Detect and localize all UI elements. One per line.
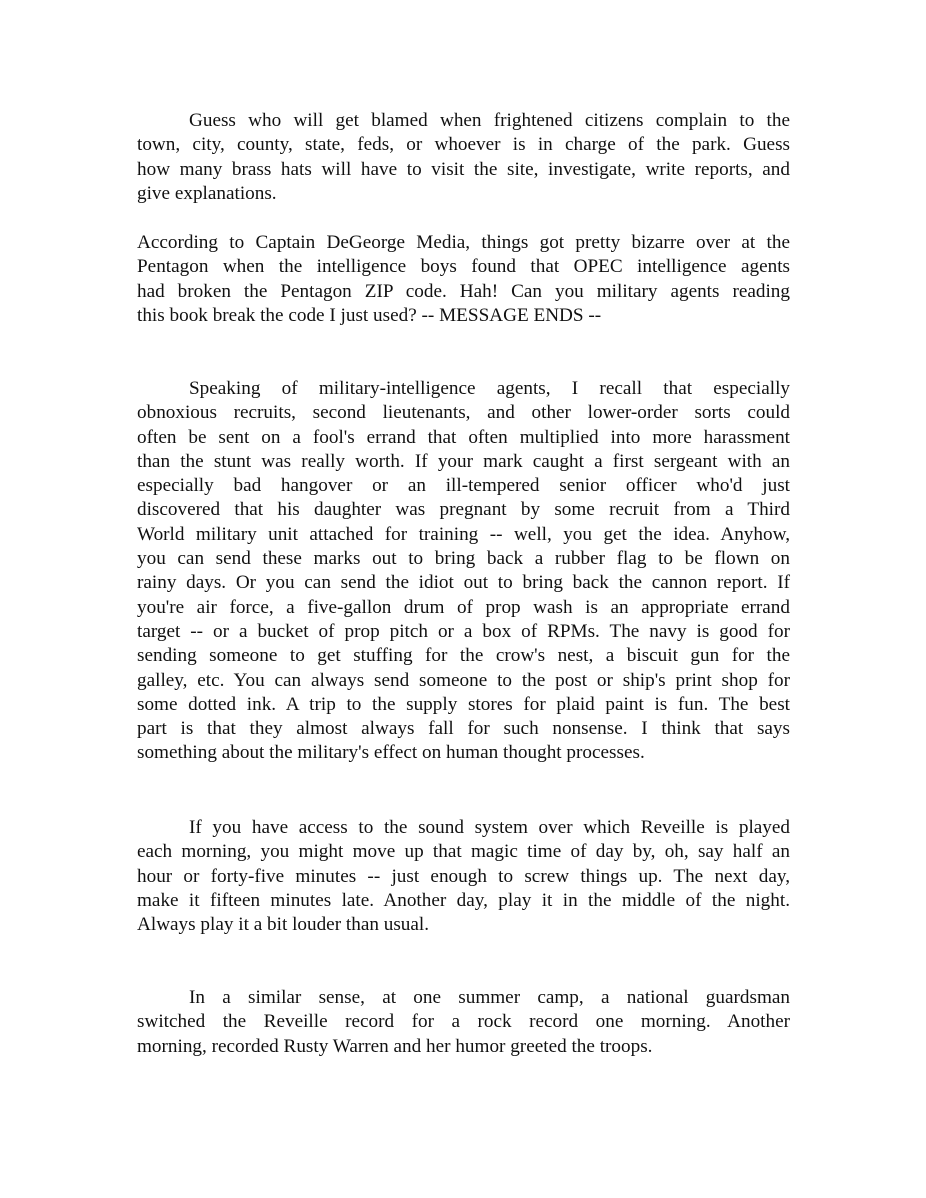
text-line: World military unit attached for training -- well, you get the idea. Anyhow, (137, 523, 790, 545)
text-line: If you have access to the sound system over which Reveille is played (189, 817, 790, 838)
text-line: part is that they almost always fall for such nonsense. I think that says (137, 718, 790, 740)
text-line: sending someone to get stuffing for the crow's nest, a biscuit gun for the (137, 645, 790, 667)
text-line: often be sent on a fool's errand that often multiplied into more harassment (137, 426, 790, 448)
text-line: In a similar sense, at one summer camp, a national guardsman (189, 987, 790, 1008)
text-line: had broken the Pentagon ZIP code. Hah! Can you military agents reading (137, 280, 790, 302)
text-line: something about the military's effect on human thought processes. (137, 742, 645, 764)
text-line: especially bad hangover or an ill-tempered senior officer who'd just (137, 475, 790, 497)
paragraph-reveille-blame (137, 109, 790, 206)
text-line: how many brass hats will have to visit the site, investigate, write reports, and (137, 158, 790, 180)
text-line: obnoxious recruits, second lieutenants, and other lower-order sorts could (137, 402, 790, 424)
text-line: Always play it a bit louder than usual. (137, 914, 430, 936)
text-line: discovered that his daughter was pregnant by some recruit from a Third (137, 499, 790, 521)
text-line: give explanations. (137, 182, 277, 204)
text-line: switched the Reveille record for a rock record one morning. Another (137, 1011, 790, 1033)
text-line: some dotted ink. A trip to the supply stores for plaid paint is fun. The best (137, 693, 790, 715)
text-line: Guess who will get blamed when frightened citizens complain to the (189, 110, 790, 131)
text-line: you can send these marks out to bring back a rubber flag to be flown on (137, 548, 790, 570)
text-line: this book break the code I just used? -- MESSAGE ENDS -- (137, 304, 602, 326)
text-line: morning, recorded Rusty Warren and her humor greeted the troops. (137, 1035, 653, 1057)
text-line: than the stunt was really worth. If your mark caught a first sergeant with an (137, 450, 790, 472)
text-line: Pentagon when the intelligence boys found that OPEC intelligence agents (137, 256, 790, 278)
paragraph-summer-camp (137, 986, 790, 1059)
text-line: According to Captain DeGeorge Media, things got pretty bizarre over at the (137, 232, 790, 253)
text-line: you're air force, a five-gallon drum of prop wash is an appropriate errand (137, 596, 790, 618)
text-line: rainy days. Or you can send the idiot out to bring back the cannon report. If (137, 572, 790, 594)
text-line: Speaking of military-intelligence agents, I recall that especially (189, 378, 790, 399)
text-line: hour or forty-five minutes -- just enough to screw things up. The next day, (137, 865, 790, 887)
text-line: town, city, county, state, feds, or whoever is in charge of the park. Guess (137, 134, 790, 156)
text-line: galley, etc. You can always send someone to the post or ship's print shop for (137, 669, 790, 691)
text-line: each morning, you might move up that magic time of day by, oh, say half an (137, 841, 790, 863)
text-line: target -- or a bucket of prop pitch or a box of RPMs. The navy is good for (137, 620, 790, 642)
paragraph-pentagon-zip (137, 231, 790, 328)
paragraph-fools-errand (137, 377, 790, 766)
text-line: make it fifteen minutes late. Another day, play it in the middle of the night. (137, 889, 790, 911)
paragraph-reveille-sound-system (137, 816, 790, 937)
